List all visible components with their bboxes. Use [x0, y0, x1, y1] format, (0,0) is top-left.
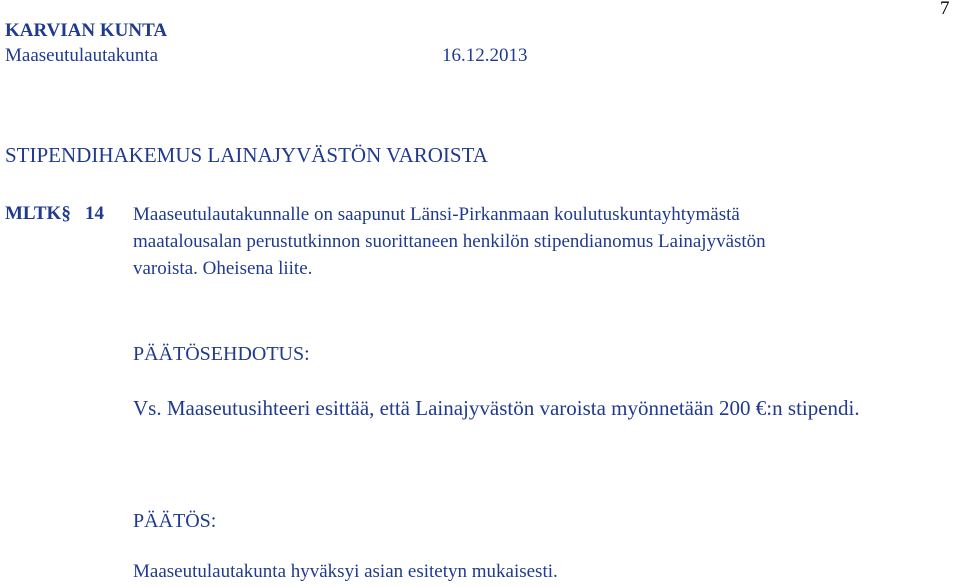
meeting-date: 16.12.2013	[442, 45, 528, 66]
section-id	[5, 203, 71, 225]
section-number: 14	[85, 203, 104, 224]
document-title: STIPENDIHAKEMUS LAINAJYVÄSTÖN VAROISTA	[5, 143, 488, 167]
decision-text: Maaseutulautakunta hyväksyi asian esitetyn mukaisesti.	[133, 561, 558, 582]
page-number: 7	[940, 0, 950, 19]
body-line-3: varoista. Oheisena liite.	[133, 258, 313, 279]
proposal-heading: PÄÄTÖSEHDOTUS:	[133, 343, 310, 365]
body-line-2: maatalousalan perustutkinnon suorittaneen henkilön stipendianomus Lainajyvästön	[133, 231, 766, 252]
committee-name: Maaseutulautakunta	[5, 45, 159, 66]
decision-heading: PÄÄTÖS:	[133, 510, 217, 532]
section-sign-icon: §	[61, 203, 71, 224]
body-line-1: Maaseutulautakunnalle on saapunut Länsi-Pirkanmaan koulutuskuntayhtymästä	[133, 204, 740, 225]
proposal-text: Vs. Maaseutusihteeri esittää, että Lainajyvästön varoista myönnetään 200 €:n stipendi.	[133, 396, 860, 420]
section-id-text: MLTK	[5, 203, 62, 224]
organization-name: KARVIAN KUNTA	[5, 20, 168, 41]
